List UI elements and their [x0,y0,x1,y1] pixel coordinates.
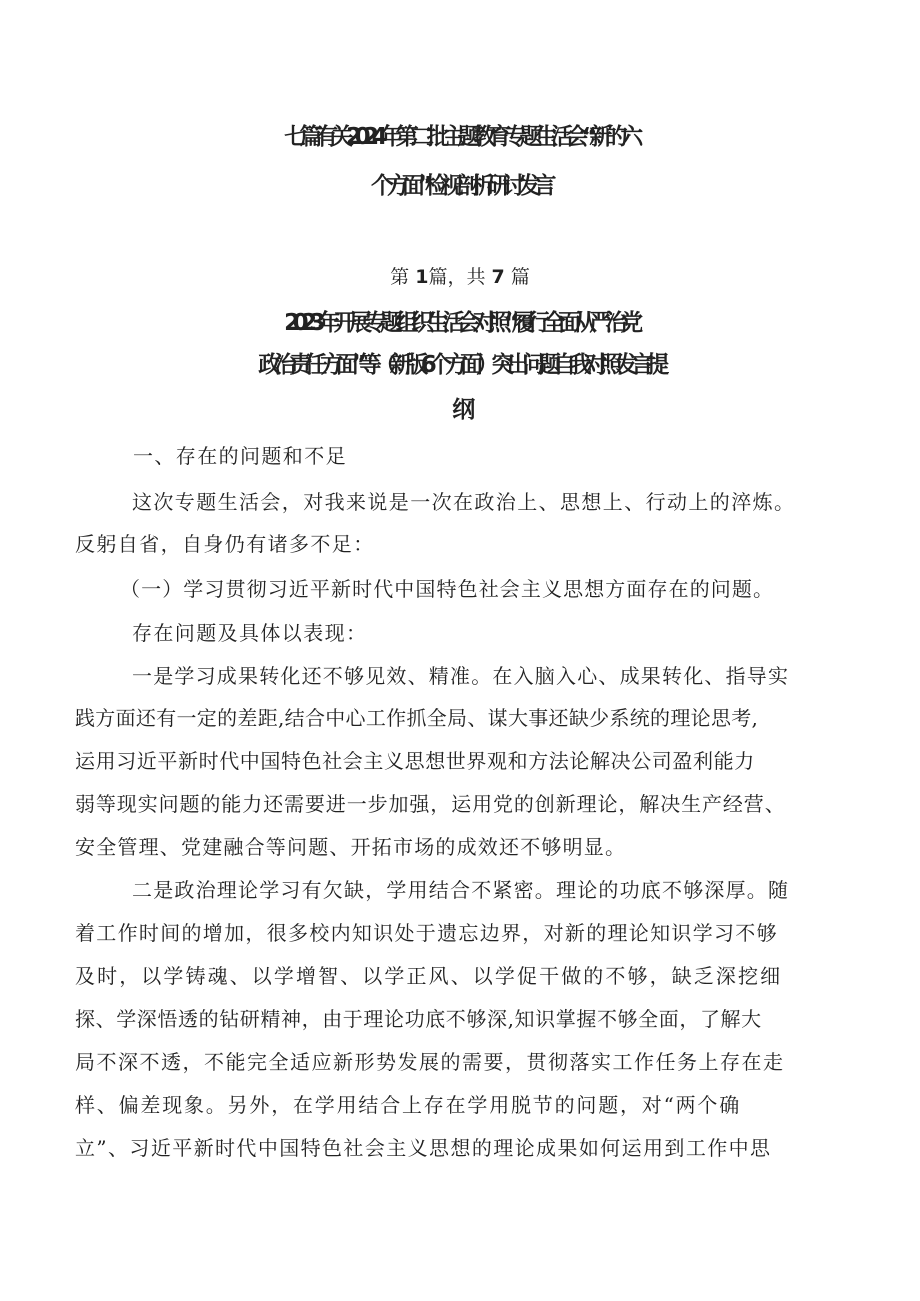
paragraph-line: 立”、习近平新时代中国特色社会主义思想的理论成果如何运用到工作中思 [75,1136,772,1160]
paragraph-line: 践方面还有一定的差距,结合中心工作抓全局、谋大事还缺少系统的理论思考, [75,706,759,730]
section-title-line-2: 政治责任方面”等（新版6个方面）突出问题自我对照发言提 [258,352,662,378]
document-title-line-2: 个方面”检视剖析研讨发言 [370,173,550,199]
part-label-current: 1 [415,266,429,288]
paragraph-line: 探、学深悟透的钻研精神，由于理论功底不够深,知识掌握不够全面，了解大 [75,1007,762,1031]
part-label-suffix: 篇 [510,266,530,288]
paragraph-line: 二是政治理论学习有欠缺，学用结合不紧密。理论的功底不够深厚。随 [132,878,790,902]
part-label [0,262,920,289]
paragraph-line: 弱等现实问题的能力还需要进一步加强，运用党的创新理论，解决生产经营、 [75,792,786,816]
subheading-1: （一）学习贯彻习近平新时代中国特色社会主义思想方面存在的问题。 [120,577,775,601]
paragraph-line: 局不深不透，不能完全适应新形势发展的需要，贯彻落实工作任务上存在走 [75,1050,785,1074]
subheading-1-lead: 存在问题及具体以表现： [132,621,368,645]
paragraph-line: 样、偏差现象。另外，在学用结合上存在学用脱节的问题，对“两个确 [75,1093,742,1117]
heading-problems: 一、存在的问题和不足 [133,444,347,468]
part-label-middle: 篇，共 [428,266,486,288]
intro-line-1: 这次专题生活会，对我来说是一次在政治上、思想上、行动上的淬炼。 [132,490,796,514]
paragraph-line: 运用习近平新时代中国特色社会主义思想世界观和方法论解决公司盈利能力 [75,749,755,773]
paragraph-line: 着工作时间的增加，很多校内知识处于遗忘边界，对新的理论知识学习不够 [75,921,778,945]
section-title-line-3: 纲 [452,397,468,423]
section-title-line-1: 2023年开展专题组织生活会对照“履行全面从严治党 [284,310,636,336]
intro-line-2: 反躬自省，自身仍有诸多不足： [75,532,375,556]
part-label-prefix: 第 [390,266,410,288]
paragraph-line: 安全管理、党建融合等问题、开拓市场的成效还不够明显。 [75,835,627,859]
part-label-total: 7 [491,266,505,288]
paragraph-line: 一是学习成果转化还不够见效、精准。在入脑入心、成果转化、指导实 [132,664,790,688]
document-title-line-1: 七篇有关2024年第二批主题教育专题生活会“新的六 [284,124,636,150]
paragraph-line: 及时，以学铸魂、以学增智、以学正风、以学促干做的不够，缺乏深挖细 [75,964,783,988]
